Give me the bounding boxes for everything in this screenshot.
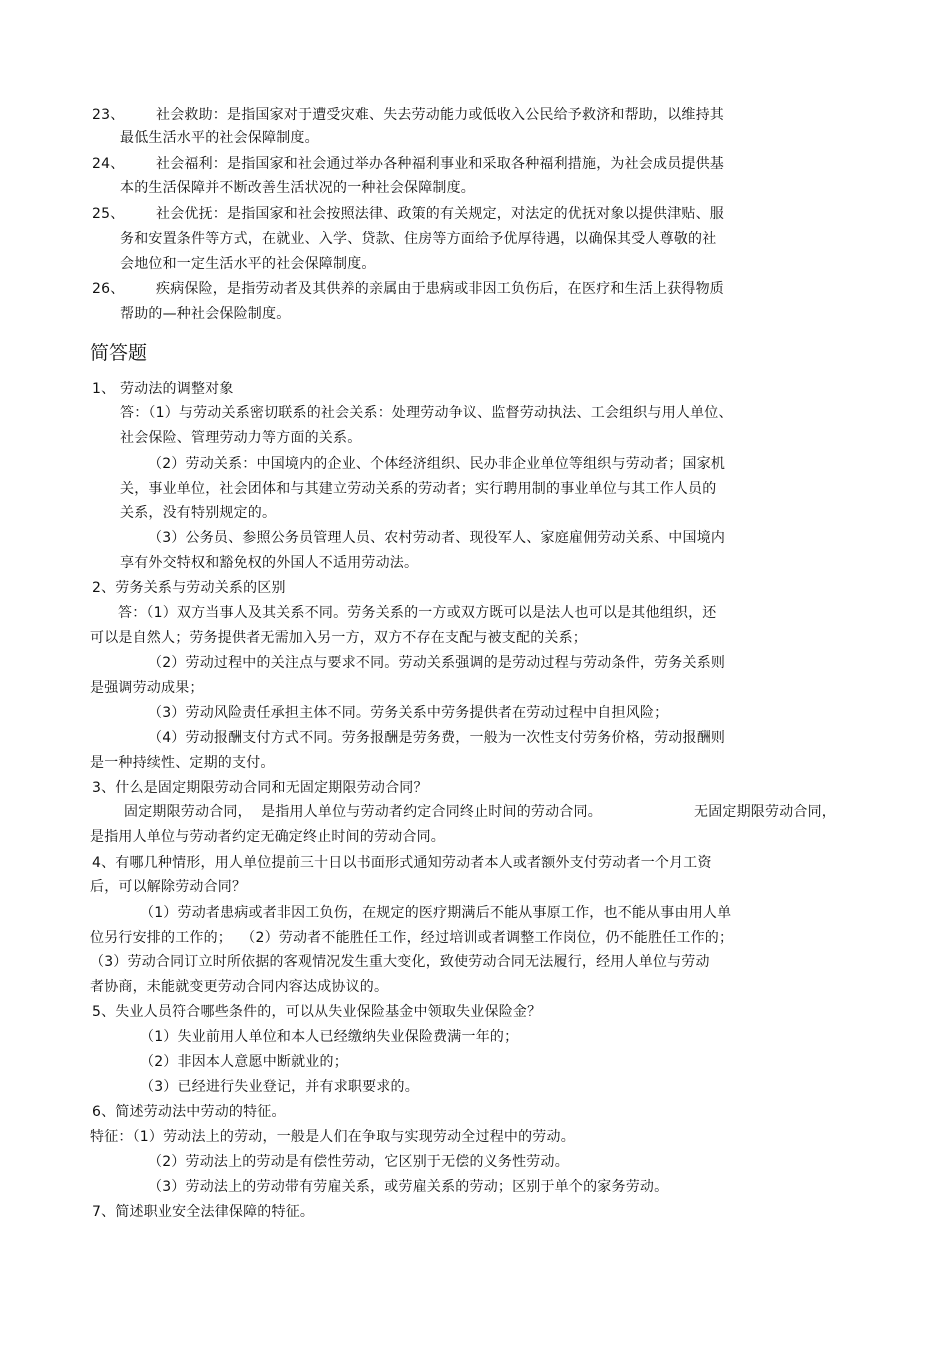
definition-text: 务和安置条件等方式，在就业、入学、贷款、住房等方面给予优厚待遇，以确保其受人尊敬的社 — [120, 231, 717, 247]
answer-line: （3）劳动风险责任承担主体不同。劳务关系中劳务提供者在劳动过程中自担风险； — [148, 705, 669, 721]
answer-line: 者协商，未能就变更劳动合同内容达成协议的。 — [90, 979, 389, 995]
definition-number: 24、 — [92, 156, 125, 172]
answer-line: （1）失业前用人单位和本人已经缴纳失业保险费满一年的； — [140, 1029, 519, 1045]
question-title: 2、劳务关系与劳动关系的区别 — [92, 580, 286, 596]
definition-text: 社会救助：是指国家对于遭受灾难、失去劳动能力或低收入公民给予救济和帮助，以维持其 — [156, 107, 724, 123]
answer-line: （3）已经进行失业登记，并有求职要求的。 — [140, 1079, 419, 1095]
definition-number: 26、 — [92, 281, 125, 297]
answer-line: （3）公务员、参照公务员管理人员、农村劳动者、现役军人、家庭雇佣劳动关系、中国境内 — [148, 530, 726, 546]
answer-line: 固定期限劳动合同， 是指用人单位与劳动者约定合同终止时间的劳动合同。 — [124, 804, 602, 820]
answer-line: 享有外交特权和豁免权的外国人不适用劳动法。 — [120, 555, 419, 571]
answer-line: （2）劳动关系：中国境内的企业、个体经济组织、民办非企业单位等组织与劳动者；国家机 — [148, 456, 726, 472]
answer-line: （3）劳动合同订立时所依据的客观情况发生重大变化，致使劳动合同无法履行，经用人单位与劳动 — [90, 954, 710, 970]
answer-line: （2）劳动过程中的关注点与要求不同。劳动关系强调的是劳动过程与劳动条件，劳务关系则 — [148, 655, 726, 671]
answer-line: 位另行安排的工作的； （2）劳动者不能胜任工作，经过培训或者调整工作岗位，仍不能胜任工作的； — [90, 930, 734, 946]
answer-line: 是指用人单位与劳动者约定无确定终止时间的劳动合同。 — [90, 829, 445, 845]
answer-line: 后，可以解除劳动合同？ — [90, 879, 247, 895]
section-heading: 简答题 — [90, 342, 148, 364]
answer-line: （4）劳动报酬支付方式不同。劳务报酬是劳务费，一般为一次性支付劳务价格，劳动报酬则 — [148, 730, 726, 746]
question-title: 1、 劳动法的调整对象 — [92, 381, 234, 397]
question-title: 6、简述劳动法中劳动的特征。 — [92, 1104, 286, 1120]
definition-text: 疾病保险，是指劳动者及其供养的亲属由于患病或非因工负伤后，在医疗和生活上获得物质 — [156, 281, 724, 297]
answer-line: （2）非因本人意愿中断就业的； — [140, 1054, 348, 1070]
answer-line: 关系，没有特别规定的。 — [120, 505, 277, 521]
definition-number: 23、 — [92, 107, 125, 123]
answer-line: （3）劳动法上的劳动带有劳雇关系，或劳雇关系的劳动；区别于单个的家务劳动。 — [148, 1179, 669, 1195]
answer-line: 答：（1）与劳动关系密切联系的社会关系：处理劳动争议、监督劳动执法、工会组织与用人单位、 — [120, 405, 733, 421]
question-title: 4、有哪几种情形，用人单位提前三十日以书面形式通知劳动者本人或者额外支付劳动者一个月工资 — [92, 855, 712, 871]
definition-number: 25、 — [92, 206, 125, 222]
question-title: 7、简述职业安全法律保障的特征。 — [92, 1204, 315, 1220]
definition-text: 帮助的—种社会保险制度。 — [120, 306, 291, 322]
definition-text: 社会优抚：是指国家和社会按照法律、政策的有关规定，对法定的优抚对象以提供津贴、服 — [156, 206, 724, 222]
answer-line: （1）劳动者患病或者非因工负伤，在规定的医疗期满后不能从事原工作，也不能从事由用人单 — [140, 905, 732, 921]
definition-text: 最低生活水平的社会保障制度。 — [120, 130, 319, 146]
question-title: 3、什么是固定期限劳动合同和无固定期限劳动合同？ — [92, 780, 428, 796]
answer-line: 无固定期限劳动合同， — [694, 804, 836, 820]
question-title: 5、失业人员符合哪些条件的，可以从失业保险基金中领取失业保险金？ — [92, 1004, 542, 1020]
answer-line: 可以是自然人；劳务提供者无需加入另一方，双方不存在支配与被支配的关系； — [90, 630, 587, 646]
answer-line: （2）劳动法上的劳动是有偿性劳动，它区别于无偿的义务性劳动。 — [148, 1154, 569, 1170]
answer-line: 关，事业单位，社会团体和与其建立劳动关系的劳动者；实行聘用制的事业单位与其工作人员的 — [120, 481, 717, 497]
definition-text: 会地位和一定生活水平的社会保障制度。 — [120, 256, 376, 272]
definition-text: 本的生活保障并不断改善生活状况的一种社会保障制度。 — [120, 180, 475, 196]
answer-line: 答：（1）双方当事人及其关系不同。劳务关系的一方或双方既可以是法人也可以是其他组织，还 — [118, 605, 717, 621]
answer-line: 特征：（1）劳动法上的劳动，一般是人们在争取与实现劳动全过程中的劳动。 — [90, 1129, 575, 1145]
answer-line: 社会保险、管理劳动力等方面的关系。 — [120, 430, 362, 446]
answer-line: 是一种持续性、定期的支付。 — [90, 755, 275, 771]
definition-text: 社会福利：是指国家和社会通过举办各种福利事业和采取各种福利措施，为社会成员提供基 — [156, 156, 724, 172]
answer-line: 是强调劳动成果； — [90, 680, 204, 696]
